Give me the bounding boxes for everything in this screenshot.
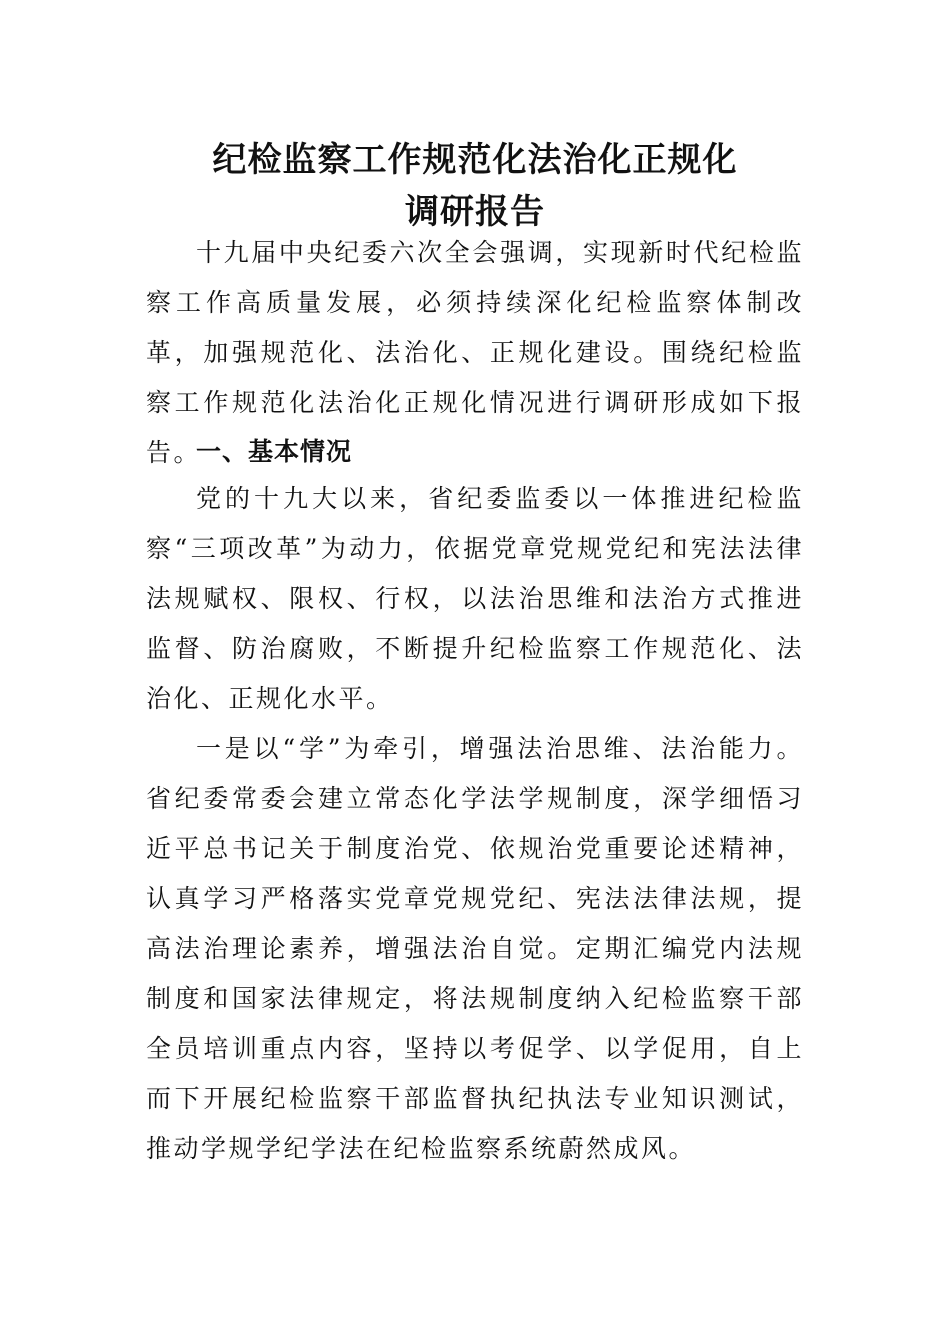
document-title-line-2: 调研报告 (405, 192, 545, 232)
intro-paragraph: 十九届中央纪委六次全会强调，实现新时代纪检监察工作高质量发展，必须持续深化纪检监察体制改革，加强规范化、法治化、正规化建设。围绕纪检监察工作规范化法治化正规化情况进行调研形成如下报告。 (146, 238, 804, 467)
body-paragraph-1: 党的十九大以来，省纪委监委以一体推进纪检监察“三项改革”为动力，依据党章党规党纪和宪法法律法规赋权、限权、行权，以法治思维和法治方式推进监督、防治腐败，不断提升纪检监察工作规范化、法治化、正规化水平。 (146, 484, 804, 713)
section-heading-basic-situation: 一、基本情况 (196, 437, 353, 466)
document-title-line-1: 纪检监察工作规范化法治化正规化 (212, 140, 738, 180)
body-paragraph-2: 一是以“学”为牵引，增强法治思维、法治能力。省纪委常委会建立常态化学法学规制度，深学细悟习近平总书记关于制度治党、依规治党重要论述精神，认真学习严格落实党章党规党纪、宪法法律法规，提高法治理论素养，增强法治自觉。定期汇编党内法规制度和国家法律规定，将法规制度纳入纪检监察干部全员培训重点内容，坚持以考促学、以学促用，自上而下开展纪检监察干部监督执纪执法专业知识测试，推动学规学纪学法在纪检监察系统蔚然成风。 (146, 734, 804, 1163)
